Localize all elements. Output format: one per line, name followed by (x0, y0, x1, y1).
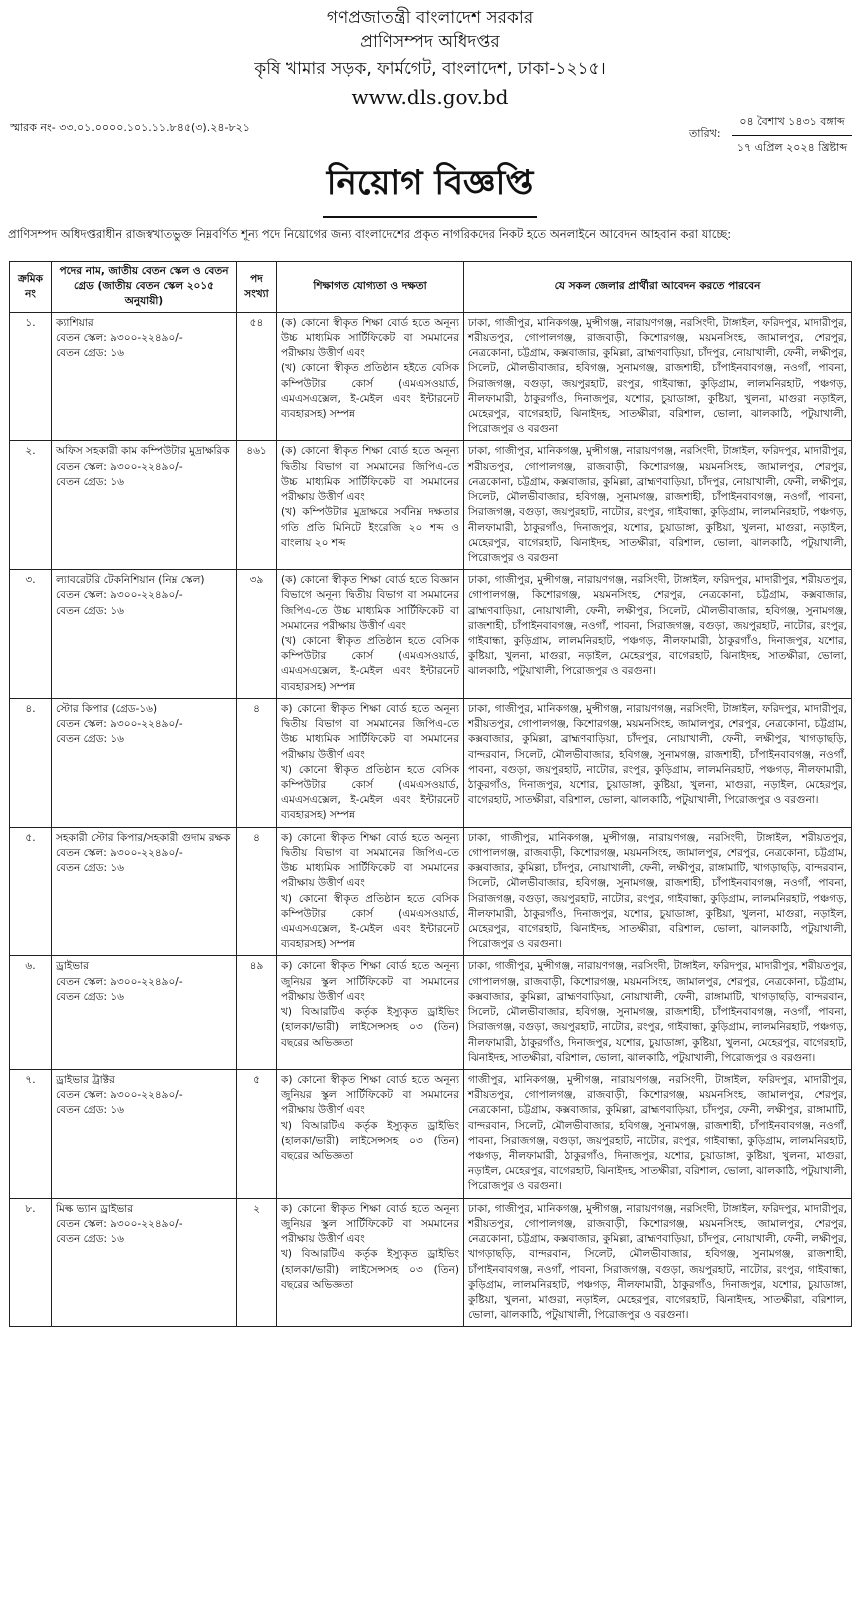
cell-serial: ৮. (10, 1198, 52, 1327)
pay-scale: বেতন স্কেল: ৯৩০০-২২৪৯০/- (56, 1089, 183, 1102)
memo-number: স্মারক নং- ৩৩.০১.০০০০.১০১.১১.৮৪৫(৩).২৪-৮২১ (10, 121, 250, 135)
qualification-a: ক) কোনো স্বীকৃত শিক্ষা বোর্ড হতে অনূন্য দ্বিতীয় বিভাগ বা সমমানের জিপিএ-তে উচ্চ মাধ্যমিক সার্টিফিকেট বা সমমানের পরীক্ষায় উত্তীর্ণ এবং (281, 831, 459, 890)
cell-serial: ৬. (10, 956, 52, 1070)
qualification-a: (ক) কোনো স্বীকৃত শিক্ষা বোর্ড হতে অনূন্য দ্বিতীয় বিভাগ বা সমমানের জিপিএ-তে উচ্চ মাধ্যমিক সার্টিফিকেট বা সমমানের পরীক্ষায় উত্তীর্ণ এবং (281, 445, 459, 504)
letterhead (0, 8, 860, 109)
header-post: পদের নাম, জাতীয় বেতন স্কেল ও বেতন গ্রেড (জাতীয় বেতন স্কেল ২০১৫ অনুযায়ী) (52, 262, 237, 313)
post-name: স্টোর কিপার (গ্রেড-১৬) (56, 702, 158, 715)
cell-post-count: ৪ (237, 827, 277, 956)
cell-post-count: ৩৯ (237, 570, 277, 699)
cell-districts: গাজীপুর, মানিকগঞ্জ, মুন্সীগঞ্জ, নারায়ণগঞ্জ, নরসিংদী, টাঙ্গাইল, ফরিদপুর, মাদারীপুর, শরীয়তপুর, গোপালগঞ্জ, রাজবাড়ী, কিশোরগঞ্জ, ময়মনসিংহ, জামালপুর, শেরপুর, নেত্রকোনা, চট্টগ্রাম, কক্সবাজার, কুমিল্লা, ব্রাহ্মণবাড়িয়া, চাঁদপুর, ফেনী, লক্ষীপুর, রাঙ্গামাটি, বান্দরবান, সিলেট, মৌলভীবাজার, হবিগঞ্জ, সুনামগঞ্জ, রাজশাহী, চাঁপাইনবাবগঞ্জ, নওগাঁ, পাবনা, সিরাজগঞ্জ, বগুড়া, জয়পুরহাট, নাটোর, রংপুর, গাইবান্ধা, কুড়িগ্রাম, লালমনিরহাট, পঞ্চগড়, নীলফামারী, ঠাকুরগাঁও, দিনাজপুর, যশোর, চুয়াডাঙ্গা, কুষ্টিয়া, খুলনা, মাগুরা, নড়াইল, মেহেরপুর, বাগেরহাট, ঝিনাইদহ, সাতক্ষীরা, বরিশাল, ভোলা, ঝালকাঠি, পটুয়াখালী, পিরোজপুর ও বরগুনা। (464, 1069, 852, 1198)
cell-post (52, 698, 237, 827)
department-name: প্রাণিসম্পদ অধিদপ্তর (360, 32, 500, 53)
qualification-a: ক) কোনো স্বীকৃত শিক্ষা বোর্ড হতে অনূন্য জুনিয়র স্কুল সার্টিফিকেট বা সমমানের পরীক্ষায় উত্তীর্ণ এবং (281, 1073, 459, 1117)
qualification-a: ক) কোনো স্বীকৃত শিক্ষা বোর্ড হতে অনূন্য জুনিয়র স্কুল সার্টিফিকেট বা সমমানের পরীক্ষায় উত্তীর্ণ এবং (281, 1202, 459, 1246)
table-row (10, 956, 852, 1070)
pay-scale: বেতন স্কেল: ৯৩০০-২২৪৯০/- (56, 331, 183, 344)
date-block (732, 113, 852, 158)
cell-serial: ২. (10, 441, 52, 570)
cell-post (52, 1198, 237, 1327)
cell-post (52, 827, 237, 956)
cell-qualification (277, 956, 464, 1070)
cell-post (52, 1069, 237, 1198)
pay-scale: বেতন স্কেল: ৯৩০০-২২৪৯০/- (56, 589, 183, 602)
qualification-b: (খ) কোনো স্বীকৃত প্রতিষ্ঠান হইতে বেসিক কম্পিউটার কোর্স (এমএসওয়ার্ড, এমএসএক্সেল, ই-মেইল এবং ইন্টারনেট ব্যবহারসহ) সম্পন্ন (281, 362, 459, 420)
government-name: গণপ্রজাতন্ত্রী বাংলাদেশ সরকার (326, 8, 534, 28)
header-districts: যে সকল জেলার প্রার্থীরা আবেদন করতে পারবেন (464, 262, 852, 313)
cell-districts: ঢাকা, গাজীপুর, মানিকগঞ্জ, মুন্সীগঞ্জ, নারায়ণগঞ্জ, নরসিংদী, টাঙ্গাইল, ফরিদপুর, মাদারীপুর, শরীয়তপুর, গোপালগঞ্জ, রাজবাড়ী, কিশোরগঞ্জ, ময়মনসিংহ, জামালপুর, শেরপুর, নেত্রকোনা, চট্টগ্রাম, কক্সবাজার, কুমিল্লা, ব্রাহ্মণবাড়িয়া, চাঁদপুর, নোয়াখালী, ফেনী, লক্ষীপুর, সিলেট, মৌলভীবাজার, হবিগঞ্জ, সুনামগঞ্জ, রাজশাহী, চাঁপাইনবাবগঞ্জ, নওগাঁ, পাবনা, সিরাজগঞ্জ, বগুড়া, জয়পুরহাট, রংপুর, গাইবান্ধা, কুড়িগ্রাম, লালমনিরহাট, পঞ্চগড়, নীলফামারী, ঠাকুরগাঁও, দিনাজপুর, যশোর, চুয়াডাঙ্গা, কুষ্টিয়া, খুলনা, মাগুরা নড়াইল, মেহেরপুর, বাগেরহাট, ঝিনাইদহ, সাতক্ষীরা, বরিশাল, ভোলা, ঝালকাঠি, পটুয়াখালী, পিরোজপুর ও বরগুনা (464, 312, 852, 441)
post-name: ড্রাইভার (56, 960, 89, 973)
table-row (10, 441, 852, 570)
cell-serial: ৭. (10, 1069, 52, 1198)
table-header-row (10, 262, 852, 313)
qualification-b: খ) বিআরটিএ কর্তৃক ইস্যুকৃত ড্রাইভিং (হালকা/ভারী) লাইসেন্সসহ ০৩ (তিন) বছরের অভিজ্ঞতা (281, 1119, 459, 1163)
date-bangla: ০৪ বৈশাখ ১৪৩১ বঙ্গাব্দ (732, 113, 852, 136)
qualification-b: (খ) কোনো স্বীকৃত প্রতিষ্ঠান হতে বেসিক কম্পিউটার কোর্স (এমএসওয়ার্ড, এমএসএক্সেল, ই-মেইল এবং ইন্টারনেট ব্যবহারসহ) সম্পন্ন (281, 635, 459, 693)
vacancy-table (9, 261, 852, 1327)
cell-districts: ঢাকা, গাজীপুর, মানিকগঞ্জ, মুন্সীগঞ্জ, নারায়ণগঞ্জ, নরসিংদী, টাঙ্গাইল, শরীয়তপুর, গোপালগঞ্জ, রাজবাড়ী, কিশোরগঞ্জ, ময়মনসিংহ, জামালপুর, শেরপুর, নেত্রকোনা, চট্টগ্রাম, কক্সবাজার, কুমিল্লা, চাঁদপুর, নোয়াখালী, ফেনী, লক্ষীপুর, রাঙ্গামাটি, খাগড়াছড়ি, বান্দরবান, সিলেট, মৌলভীবাজার, হবিগঞ্জ, সুনামগঞ্জ, রাজশাহী, চাঁপাইনবাবগঞ্জ, নওগাঁ, পাবনা, সিরাজগঞ্জ, বগুড়া, জয়পুরহাট, নাটোর, রংপুর, গাইবান্ধা, কুড়িগ্রাম, লালমনিরহাট, পঞ্চগড়, নীলফামারী, ঠাকুরগাঁও, দিনাজপুর, যশোর, চুয়াডাঙ্গা, কুষ্টিয়া, খুলনা, মাগুরা, নড়াইল, মেহেরপুর, বাগেরহাট, ঝিনাইদহ, সাতক্ষীরা, বরিশাল, ভোলা, ঝালকাঠি, পটুয়াখালী, পিরোজপুর ও বরগুনা। (464, 827, 852, 956)
qualification-b: খ) কোনো স্বীকৃত প্রতিষ্ঠান হতে বেসিক কম্পিউটার কোর্স (এমএসওয়ার্ড, এমএসএক্সেল, ই-মেইল এবং ইন্টারনেট ব্যবহারসহ) সম্পন্ন (281, 763, 459, 822)
post-name: ল্যাবরেটরি টেকনিশিয়ান (নিম্ন স্কেল) (56, 574, 205, 587)
qualification-a: (ক) কোনো স্বীকৃত শিক্ষা বোর্ড হতে অনূন্য উচ্চ মাধ্যমিক সার্টিফিকেট বা সমমানের পরীক্ষায় উত্তীর্ণ এবং (281, 316, 459, 360)
qualification-a: (ক) কোনো স্বীকৃত শিক্ষা বোর্ড হতে বিজ্ঞান বিভাগে অনূন্য দ্বিতীয় বিভাগ বা সমমানের জিপিএ-তে উচ্চ মাধ্যমিক সার্টিফিকেট বা সমমানের পরীক্ষায় উত্তীর্ণ এবং (281, 574, 459, 632)
pay-grade: বেতন গ্রেড: ১৬ (56, 347, 124, 360)
cell-post-count: ৪৬১ (237, 441, 277, 570)
pay-grade: বেতন গ্রেড: ১৬ (56, 604, 124, 617)
cell-qualification (277, 441, 464, 570)
pay-grade: বেতন গ্রেড: ১৬ (56, 1104, 124, 1117)
pay-grade: বেতন গ্রেড: ১৬ (56, 862, 124, 875)
table-row (10, 570, 852, 699)
pay-scale: বেতন স্কেল: ৯৩০০-২২৪৯০/- (56, 1217, 183, 1230)
qualification-a: ক) কোনো স্বীকৃত শিক্ষা বোর্ড হতে অনূন্য জুনিয়র স্কুল সার্টিফিকেট বা সমমানের পরীক্ষায় উত্তীর্ণ এবং (281, 960, 459, 1003)
post-name: ড্রাইভার ট্রাক্টর (56, 1073, 115, 1086)
cell-post-count: ৫৪ (237, 312, 277, 441)
cell-qualification (277, 698, 464, 827)
cell-post-count: ৪৯ (237, 956, 277, 1070)
date-label: তারিখ: (689, 127, 721, 141)
qualification-b: খ) বিআরটিএ কর্তৃক ইস্যুকৃত ড্রাইভিং (হালকা/ভারী) লাইসেন্সসহ ০৩ (তিন) বছরের অভিজ্ঞতা (281, 1248, 459, 1291)
table-body (10, 312, 852, 1327)
date-english: ১৭ এপ্রিল ২০২৪ খ্রিষ্টাব্দ (736, 141, 848, 155)
cell-districts: ঢাকা, গাজীপুর, মুন্সীগঞ্জ, নারায়ণগঞ্জ, নরসিংদী, টাঙ্গাইল, ফরিদপুর, মাদারীপুর, শরীয়তপুর, গোপালগঞ্জ, কিশোরগঞ্জ, ময়মনসিংহ, শেরপুর, নেত্রকোনা, চট্টগ্রাম, কক্সবাজার, ব্রাহ্মণবাড়িয়া, নোয়াখালী, ফেনী, লক্ষীপুর, সিলেট, মৌলভীবাজার, হবিগঞ্জ, সুনামগঞ্জ, রাজশাহী, চাঁপাইনবাবগঞ্জ, নওগাঁ, পাবনা, সিরাজগঞ্জ, বগুড়া, জয়পুরহাট, নাটোর, রংপুর, গাইবান্ধা, কুড়িগ্রাম, লালমনিরহাট, পঞ্চগড়, নীলফামারী, ঠাকুরগাঁও, দিনাজপুর, যশোর, কুষ্টিয়া, খুলনা, মাগুরা, নড়াইল, মেহেরপুর, বাগেরহাট, ঝিনাইদহ, সাতক্ষীরা, ভোলা, ঝালকাঠি, পটুয়াখালী, পিরোজপুর ও বরগুনা। (464, 570, 852, 699)
cell-serial: ৪. (10, 698, 52, 827)
pay-scale: বেতন স্কেল: ৯৩০০-২২৪৯০/- (56, 846, 183, 859)
cell-qualification (277, 312, 464, 441)
memo-row (0, 113, 860, 153)
pay-scale: বেতন স্কেল: ৯৩০০-২২৪৯০/- (56, 975, 183, 988)
cell-post-count: ৪ (237, 698, 277, 827)
office-address: কৃষি খামার সড়ক, ফার্মগেট, বাংলাদেশ, ঢাকা-১২১৫। (254, 58, 606, 79)
cell-qualification (277, 570, 464, 699)
cell-qualification (277, 1198, 464, 1327)
pay-grade: বেতন গ্রেড: ১৬ (56, 733, 124, 746)
table-row (10, 1198, 852, 1327)
cell-districts: ঢাকা, গাজীপুর, মানিকগঞ্জ, মুন্সীগঞ্জ, নারায়ণগঞ্জ, নরসিংদী, টাঙ্গাইল, ফরিদপুর, মাদারীপুর, শরীয়তপুর, গোপালগঞ্জ, রাজবাড়ী, কিশোরগঞ্জ, ময়মনসিংহ, জামালপুর, শেরপুর, নেত্রকোনা, চট্টগ্রাম, কক্সবাজার, কুমিল্লা, ব্রাহ্মণবাড়িয়া, চাঁদপুর, নোয়াখালী, ফেনী, লক্ষীপুর, খাগড়াছড়ি, বান্দরবান, সিলেট, মৌলভীবাজার, হবিগঞ্জ, সুনামগঞ্জ, রাজশাহী, চাঁপাইনবাবগঞ্জ, নওগাঁ, পাবনা, সিরাজগঞ্জ, বগুড়া, জয়পুরহাট, নাটোর, রংপুর, গাইবান্ধা, কুড়িগ্রাম, লালমনিরহাট, পঞ্চগড়, নীলফামারী, ঠাকুরগাঁও, দিনাজপুর, যশোর, চুয়াডাঙ্গা, কুষ্টিয়া, খুলনা, মাগুরা, নড়াইল, মেহেরপুর, বাগেরহাট, ঝিনাইদহ, সাতক্ষীরা, বরিশাল, ভোলা, ঝালকাঠি, পটুয়াখালী, পিরোজপুর ও বরগুনা। (464, 1198, 852, 1327)
title-wrap (0, 157, 860, 218)
cell-post (52, 441, 237, 570)
cell-districts: ঢাকা, গাজীপুর, মুন্সীগঞ্জ, নারায়ণগঞ্জ, নরসিংদী, টাঙ্গাইল, ফরিদপুর, মাদারীপুর, শরীয়তপুর, গোপালগঞ্জ, রাজবাড়ী, কিশোরগঞ্জ, ময়মনসিংহ, জামালপুর, শেরপুর, নেত্রকোনা, চট্টগ্রাম, কক্সবাজার, কুমিল্লা, ব্রাহ্মণবাড়িয়া, নোয়াখালী, ফেনী, রাঙ্গামাটি, খাগড়াছড়ি, বান্দরবান, সিলেট, মৌলভীবাজার, হবিগঞ্জ, সুনামগঞ্জ, রাজশাহী, চাঁপাইনবাবগঞ্জ, নওগাঁ, পাবনা, সিরাজগঞ্জ, বগুড়া, জয়পুরহাট, নাটোর, রংপুর, গাইবান্ধা, কুড়িগ্রাম, লালমনিরহাট, পঞ্চগড়, নীলফামারী, ঠাকুরগাঁও, দিনাজপুর, যশোর, চুয়াডাঙ্গা, কুষ্টিয়া, খুলনা, মেহেরপুর, বাগেরহাট, ঝিনাইদহ, সাতক্ষীরা, বরিশাল, ভোলা, ঝালকাঠি, পটুয়াখালী, পিরোজপুর ও বরগুনা। (464, 956, 852, 1070)
table-row (10, 312, 852, 441)
cell-qualification (277, 827, 464, 956)
qualification-b: (খ) কম্পিউটার মুদ্রাক্ষরে সর্বনিম্ন দক্ষতার গতি প্রতি মিনিটে ইংরেজি ২০ শব্দ ও বাংলায় ২০ শব্দ (281, 506, 459, 549)
pay-grade: বেতন গ্রেড: ১৬ (56, 1233, 124, 1246)
qualification-a: ক) কোনো স্বীকৃত শিক্ষা বোর্ড হতে অনূন্য দ্বিতীয় বিভাগ বা সমমানের জিপিএ-তে উচ্চ মাধ্যমিক সার্টিফিকেট বা সমমানের পরীক্ষায় উত্তীর্ণ এবং (281, 702, 459, 761)
cell-post-count: ২ (237, 1198, 277, 1327)
pay-grade: বেতন গ্রেড: ১৬ (56, 475, 124, 488)
header-count: পদ সংখ্যা (237, 262, 277, 313)
cell-serial: ১. (10, 312, 52, 441)
cell-districts: ঢাকা, গাজীপুর, মানিকগঞ্জ, মুন্সীগঞ্জ, নারায়ণগঞ্জ, নরসিংদী, টাঙ্গাইল, ফরিদপুর, মাদারীপুর, শরীয়তপুর, গোপালগঞ্জ, কিশোরগঞ্জ, ময়মনসিংহ, জামালপুর, শেরপুর, নেত্রকোনা, চট্টগ্রাম, কক্সবাজার, কুমিল্লা, ব্রাহ্মণবাড়িয়া, চাঁদপুর, নোয়াখালী, ফেনী, লক্ষীপুর, খাগড়াছড়ি, বান্দরবান, সিলেট, মৌলভীবাজার, হবিগঞ্জ, সুনামগঞ্জ, রাজশাহী, চাঁপাইনবাবগঞ্জ, নওগাঁ, পাবনা, বগুড়া, জয়পুরহাট, নাটোর, রংপুর, কুড়িগ্রাম, লালমনিরহাট, পঞ্চগড়, নীলফামারী, ঠাকুরগাঁও, দিনাজপুর, যশোর, চুয়াডাঙ্গা, কুষ্টিয়া, খুলনা, মাগুরা, নড়াইল, মেহেরপুর, বাগেরহাট, সাতক্ষীরা, বরিশাল, ভোলা, ঝালকাঠি, পটুয়াখালী, পিরোজপুর ও বরগুনা। (464, 698, 852, 827)
website-link[interactable]: www.dls.gov.bd (351, 85, 509, 110)
cell-post (52, 570, 237, 699)
intro-text: প্রাণিসম্পদ অধিদপ্তরাধীন রাজস্বখাতভুক্ত নিম্নবর্ণিত শূন্য পদে নিয়োগের জন্য বাংলাদেশের প্রকৃত নাগরিকদের নিকট হতে অনলাইনে আবেদন আহবান করা যাচ্ছে: (8, 227, 732, 242)
pay-scale: বেতন স্কেল: ৯৩০০-২২৪৯০/- (56, 718, 183, 731)
table-row (10, 1069, 852, 1198)
header-serial: ক্রমিক নং (10, 262, 52, 313)
post-name: মিল্ক ভ্যান ড্রাইভার (56, 1202, 134, 1215)
cell-serial: ৩. (10, 570, 52, 699)
pay-scale: বেতন স্কেল: ৯৩০০-২২৪৯০/- (56, 460, 183, 473)
header-qualification: শিক্ষাগত যোগ্যতা ও দক্ষতা (277, 262, 464, 313)
post-name: সহকারী স্টোর কিপার/সহকারী গুদাম রক্ষক (56, 831, 231, 844)
cell-post-count: ৫ (237, 1069, 277, 1198)
cell-post (52, 312, 237, 441)
table-row (10, 827, 852, 956)
qualification-b: খ) কোনো স্বীকৃত প্রতিষ্ঠান হতে বেসিক কম্পিউটার কোর্স (এমএসওয়ার্ড, এমএসএক্সেল, ই-মেইল এবং ইন্টারনেট ব্যবহারসহ) সম্পন্ন (281, 892, 459, 951)
cell-districts: ঢাকা, গাজীপুর, মানিকগঞ্জ, মুন্সীগঞ্জ, নারায়ণগঞ্জ, নরসিংদী, টাঙ্গাইল, ফরিদপুর, মাদারীপুর, শরীয়তপুর, গোপালগঞ্জ, রাজবাড়ী, কিশোরগঞ্জ, ময়মনসিংহ, জামালপুর, শেরপুর, নেত্রকোনা, চট্টগ্রাম, কক্সবাজার, কুমিল্লা, ব্রাহ্মণবাড়িয়া, চাঁদপুর, নোয়াখালী, ফেনী, লক্ষীপুর, সিলেট, মৌলভীবাজার, হবিগঞ্জ, সুনামগঞ্জ, রাজশাহী, চাঁপাইনবাবগঞ্জ, নওগাঁ, পাবনা, সিরাজগঞ্জ, বগুড়া, জয়পুরহাট, নাটোর, রংপুর, গাইবান্ধা, কুড়িগ্রাম, লালমনিরহাট, পঞ্চগড়, নীলফামারী, ঠাকুরগাঁও, দিনাজপুর, যশোর, চুয়াডাঙ্গা, কুষ্টিয়া, খুলনা, মাগুরা, নড়াইল, মেহেরপুর, বাগেরহাট, ঝিনাইদহ, সাতক্ষীরা, বরিশাল, ভোলা, ঝালকাঠি, পটুয়াখালী, পিরোজপুর ও বরগুনা (464, 441, 852, 570)
qualification-b: খ) বিআরটিএ কর্তৃক ইস্যুকৃত ড্রাইভিং (হালকা/ভারী) লাইসেন্সসহ ০৩ (তিন) বছরের অভিজ্ঞতা (281, 1006, 459, 1049)
table-row (10, 698, 852, 827)
cell-serial: ৫. (10, 827, 52, 956)
notice-title: নিয়োগ বিজ্ঞপ্তি (323, 157, 538, 218)
cell-post (52, 956, 237, 1070)
post-name: অফিস সহকারী কাম কম্পিউটার মুদ্রাক্ষরিক (56, 445, 230, 458)
post-name: ক্যাশিয়ার (56, 316, 94, 329)
pay-grade: বেতন গ্রেড: ১৬ (56, 990, 124, 1003)
cell-qualification (277, 1069, 464, 1198)
